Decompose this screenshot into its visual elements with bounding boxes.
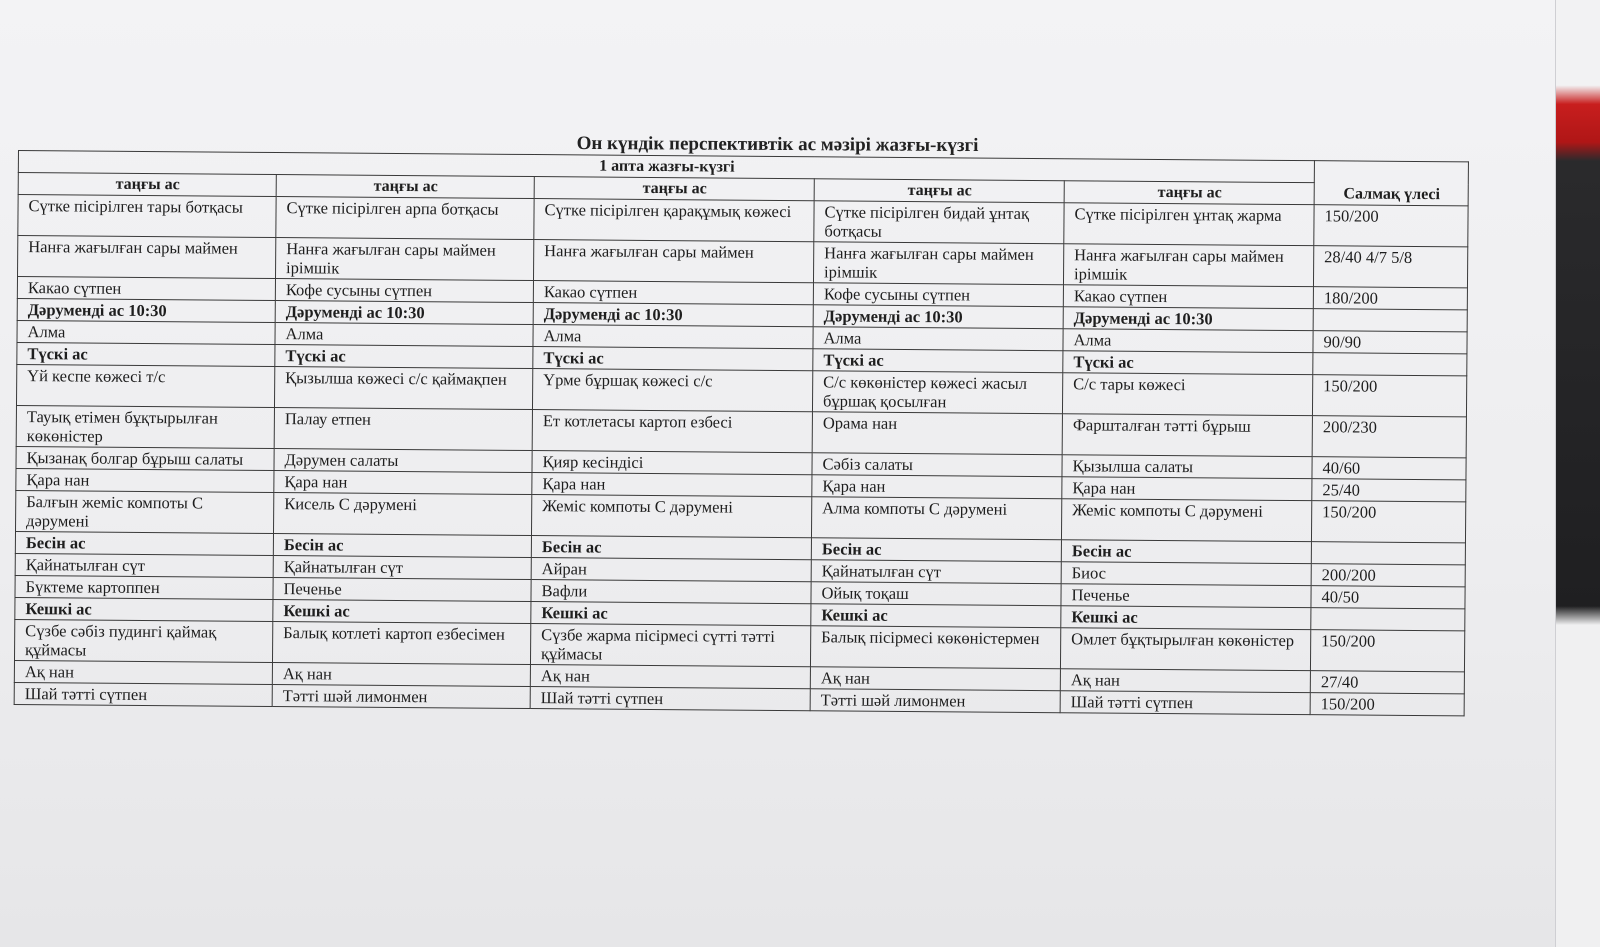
weight-header: Салмақ үлесі <box>1314 161 1468 206</box>
menu-cell: Балғын жеміс компоты С дәрумені <box>16 490 274 533</box>
menu-cell: Кисель С дәрумені <box>273 493 531 536</box>
menu-cell: Алма <box>813 327 1063 351</box>
menu-cell: Түскі ас <box>1063 351 1313 375</box>
menu-cell: Бесін ас <box>273 534 531 558</box>
menu-cell: Какао сүтпен <box>17 277 275 301</box>
menu-cell: Сүтке пісірілген бидай ұнтақ ботқасы <box>814 201 1064 244</box>
menu-cell: Сәбіз салаты <box>812 453 1062 477</box>
menu-cell: Дәруменді ас 10:30 <box>533 303 813 327</box>
menu-cell: Кофе сусыны сүтпен <box>275 279 533 303</box>
weight-cell: 150/200 <box>1312 375 1466 417</box>
menu-cell: Шай тәтті сүтпен <box>14 682 272 706</box>
menu-cell: С/с тары көжесі <box>1062 373 1312 416</box>
menu-cell: Қара нан <box>16 468 274 492</box>
menu-cell: Кешкі ас <box>273 600 531 624</box>
menu-cell: Ақ нан <box>272 663 530 687</box>
menu-cell: Сүтке пісірілген тары ботқасы <box>18 195 276 238</box>
menu-cell: Қара нан <box>812 475 1062 499</box>
menu-cell: Түскі ас <box>17 342 275 366</box>
menu-cell: Нанға жағылған сары маймен ірімшік <box>1063 244 1313 287</box>
menu-cell: Фаршталған тәтті бұрыш <box>1062 414 1312 457</box>
menu-cell: Қайнатылған сүт <box>15 553 273 577</box>
weight-cell: 150/200 <box>1314 205 1468 247</box>
menu-cell: Кешкі ас <box>1061 606 1311 630</box>
menu-cell: Алма компоты С дәрумені <box>811 497 1061 540</box>
menu-cell: Бесін ас <box>15 531 273 555</box>
menu-cell: Алма <box>275 323 533 347</box>
weight-cell: 25/40 <box>1312 479 1466 502</box>
menu-cell: Нанға жағылған сары маймен <box>18 236 276 279</box>
weight-cell: 200/230 <box>1312 416 1466 458</box>
menu-cell: Биос <box>1061 562 1311 586</box>
menu-cell: Шай тәтті сүтпен <box>530 687 810 711</box>
menu-cell: Нанға жағылған сары маймен ірімшік <box>275 238 533 281</box>
menu-cell: Қара нан <box>532 473 812 497</box>
menu-cell: Орама нан <box>812 412 1062 455</box>
menu-cell: Үрме бұршақ көжесі с/с <box>532 369 812 412</box>
menu-cell: Сүзбе сәбіз пудингі қаймақ құймасы <box>14 619 272 662</box>
menu-cell: Түскі ас <box>533 347 813 371</box>
menu-cell: Сүтке пісірілген қарақұмық көжесі <box>534 199 814 242</box>
weight-cell: 40/60 <box>1312 457 1466 480</box>
menu-cell: Жеміс компоты С дәрумені <box>531 495 811 538</box>
menu-cell: Қара нан <box>274 471 532 495</box>
menu-cell: Қияр кесіндісі <box>532 451 812 475</box>
menu-cell: Палау етпен <box>274 408 532 451</box>
menu-cell: Қызылша салаты <box>1062 455 1312 479</box>
weight-cell: 180/200 <box>1313 287 1467 310</box>
menu-cell: Кешкі ас <box>811 604 1061 628</box>
column-header: таңғы ас <box>276 175 534 199</box>
menu-cell: Ойық тоқаш <box>811 582 1061 606</box>
menu-cell: Жеміс компоты С дәрумені <box>1061 499 1311 542</box>
column-header: таңғы ас <box>18 173 276 197</box>
weight-cell: 28/40 4/7 5/8 <box>1313 246 1467 288</box>
menu-cell: Балық пісірмесі көкөністермен <box>810 626 1060 669</box>
menu-cell: Тәтті шәй лимонмен <box>810 689 1060 713</box>
week-label: 1 апта жазғы-күзгі <box>18 151 1314 183</box>
menu-table-container <box>14 150 1468 716</box>
menu-cell: Какао сүтпен <box>533 281 813 305</box>
menu-cell: Ақ нан <box>810 667 1060 691</box>
menu-cell: Печенье <box>273 578 531 602</box>
menu-cell: Нанға жағылған сары маймен <box>533 240 813 283</box>
menu-cell: Кешкі ас <box>15 597 273 621</box>
menu-cell: Қайнатылған сүт <box>811 560 1061 584</box>
weight-cell: 90/90 <box>1313 331 1467 354</box>
menu-cell: Сүтке пісірілген ұнтақ жарма <box>1064 203 1314 246</box>
menu-cell: Ақ нан <box>530 665 810 689</box>
menu-cell: Бесін ас <box>811 538 1061 562</box>
menu-cell: Алма <box>533 325 813 349</box>
menu-cell: Дәруменді ас 10:30 <box>813 305 1063 329</box>
menu-table-body <box>14 151 1468 716</box>
menu-cell: Дәрумен салаты <box>274 449 532 473</box>
column-header: таңғы ас <box>534 177 814 201</box>
menu-cell: Айран <box>531 558 811 582</box>
menu-cell: Түскі ас <box>275 345 533 369</box>
weight-cell <box>1313 309 1467 332</box>
weight-cell <box>1313 353 1467 376</box>
menu-cell: Вафли <box>531 580 811 604</box>
menu-cell: Ақ нан <box>14 660 272 684</box>
menu-cell: Тауық етімен бұқтырылған көкөністер <box>16 405 274 448</box>
menu-cell: С/с көкөністер көжесі жасыл бұршақ қосылған <box>812 371 1062 414</box>
menu-cell: Қызанақ болгар бұрыш салаты <box>16 446 274 470</box>
menu-cell: Қайнатылған сүт <box>273 556 531 580</box>
menu-cell: Үй кеспе көжесі т/с <box>16 364 274 407</box>
menu-cell: Тәтті шәй лимонмен <box>272 685 530 709</box>
menu-cell: Дәруменді ас 10:30 <box>1063 307 1313 331</box>
menu-cell: Кешкі ас <box>531 602 811 626</box>
column-header: таңғы ас <box>1064 181 1314 205</box>
background-edge <box>1556 0 1600 947</box>
menu-cell: Бесін ас <box>1061 540 1311 564</box>
document-title: Он күндік перспективтік ас мәзірі жазғы-күзгі <box>576 132 979 157</box>
weight-cell: 150/200 <box>1311 501 1465 543</box>
menu-cell: Қызылша көжесі с/с қаймақпен <box>274 367 532 410</box>
column-header: таңғы ас <box>814 179 1064 203</box>
menu-cell: Бесін ас <box>531 536 811 560</box>
menu-cell: Нанға жағылған сары маймен ірімшік <box>813 242 1063 285</box>
menu-cell: Кофе сусыны сүтпен <box>813 283 1063 307</box>
menu-cell: Ақ нан <box>1060 669 1310 693</box>
menu-cell: Сүзбе жарма пісірмесі сүтті тәтті құймасы <box>530 624 810 667</box>
menu-cell: Қара нан <box>1062 477 1312 501</box>
menu-cell: Дәруменді ас 10:30 <box>17 298 275 322</box>
weight-cell: 150/200 <box>1310 630 1464 672</box>
weight-cell: 40/50 <box>1311 586 1465 609</box>
weight-cell <box>1311 608 1465 631</box>
menu-cell: Ет котлетасы картоп езбесі <box>532 410 812 453</box>
menu-table <box>14 150 1469 716</box>
menu-cell: Какао сүтпен <box>1063 285 1313 309</box>
weight-cell: 200/200 <box>1311 564 1465 587</box>
menu-cell: Алма <box>1063 329 1313 353</box>
menu-cell: Шай тәтті сүтпен <box>1060 691 1310 715</box>
menu-cell: Бүктеме картоппен <box>15 575 273 599</box>
weight-cell: 150/200 <box>1310 693 1464 716</box>
menu-cell: Түскі ас <box>813 349 1063 373</box>
menu-cell: Дәруменді ас 10:30 <box>275 301 533 325</box>
menu-cell: Балық котлеті картоп езбесімен <box>272 622 530 665</box>
menu-cell: Алма <box>17 320 275 344</box>
menu-cell: Печенье <box>1061 584 1311 608</box>
menu-cell: Омлет бұқтырылған көкөністер <box>1060 628 1310 671</box>
weight-cell: 27/40 <box>1310 671 1464 694</box>
weight-cell <box>1311 542 1465 565</box>
menu-cell: Сүтке пісірілген арпа ботқасы <box>276 197 534 240</box>
